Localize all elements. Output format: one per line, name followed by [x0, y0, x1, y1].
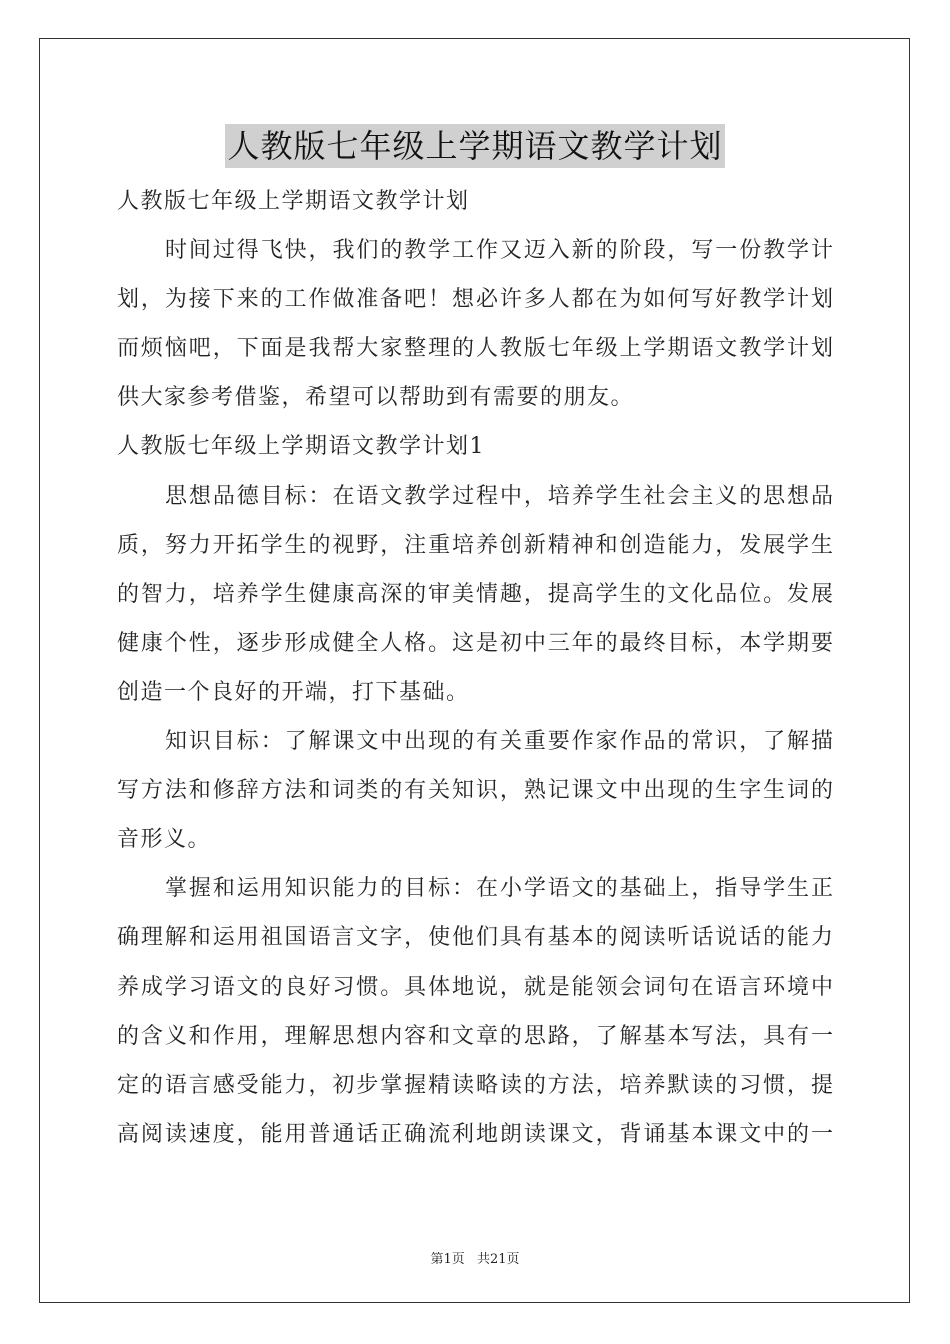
text-line: 创造一个良好的开端，打下基础。 [117, 679, 470, 705]
text-line: 掌握和运用知识能力的目标：在小学语文的基础上，指导学生正 [165, 876, 833, 902]
text-line: 知识目标：了解课文中出现的有关重要作家作品的常识，了解描 [165, 729, 833, 755]
text-line: 高阅读速度，能用普通话正确流利地朗读课文，背诵基本课文中的一 [117, 1121, 833, 1147]
text-line: 时间过得飞快，我们的教学工作又迈入新的阶段，写一份教学计 [165, 238, 833, 264]
text-line: 的智力，培养学生健康高深的审美情趣，提高学生的文化品位。发展 [117, 581, 833, 607]
document-body [117, 177, 833, 1159]
text-line: 确理解和运用祖国语言文字，使他们具有基本的阅读听话说话的能力 [117, 925, 833, 951]
document-title: 人教版七年级上学期语文教学计划 [225, 124, 724, 168]
title-container [0, 124, 950, 168]
page-number: 第1页 [430, 1252, 465, 1267]
page-total: 共21页 [476, 1252, 520, 1267]
text-line: 划，为接下来的工作做准备吧！想必许多人都在为如何写好教学计划 [117, 287, 833, 313]
text-line: 而烦恼吧，下面是我帮大家整理的人教版七年级上学期语文教学计划 [117, 336, 833, 362]
text-line: 的含义和作用，理解思想内容和文章的思路，了解基本写法，具有一 [117, 1023, 833, 1049]
page-footer [0, 1248, 950, 1267]
text-line: 质，努力开拓学生的视野，注重培养创新精神和创造能力，发展学生 [117, 532, 833, 558]
text-line: 人教版七年级上学期语文教学计划 [117, 189, 470, 214]
text-line: 定的语言感受能力，初步掌握精读略读的方法，培养默读的习惯，提 [117, 1072, 833, 1098]
text-line: 写方法和修辞方法和词类的有关知识，熟记课文中出现的生字生词的 [117, 778, 833, 804]
text-line: 供大家参考借鉴，希望可以帮助到有需要的朋友。 [117, 385, 635, 411]
text-line: 音形义。 [117, 827, 212, 853]
text-line: 思想品德目标：在语文教学过程中，培养学生社会主义的思想品 [165, 483, 833, 509]
text-line: 健康个性，逐步形成健全人格。这是初中三年的最终目标，本学期要 [117, 630, 833, 656]
text-line: 养成学习语文的良好习惯。具体地说，就是能领会词句在语言环境中 [117, 974, 833, 1000]
text-line: 人教版七年级上学期语文教学计划1 [117, 434, 485, 460]
